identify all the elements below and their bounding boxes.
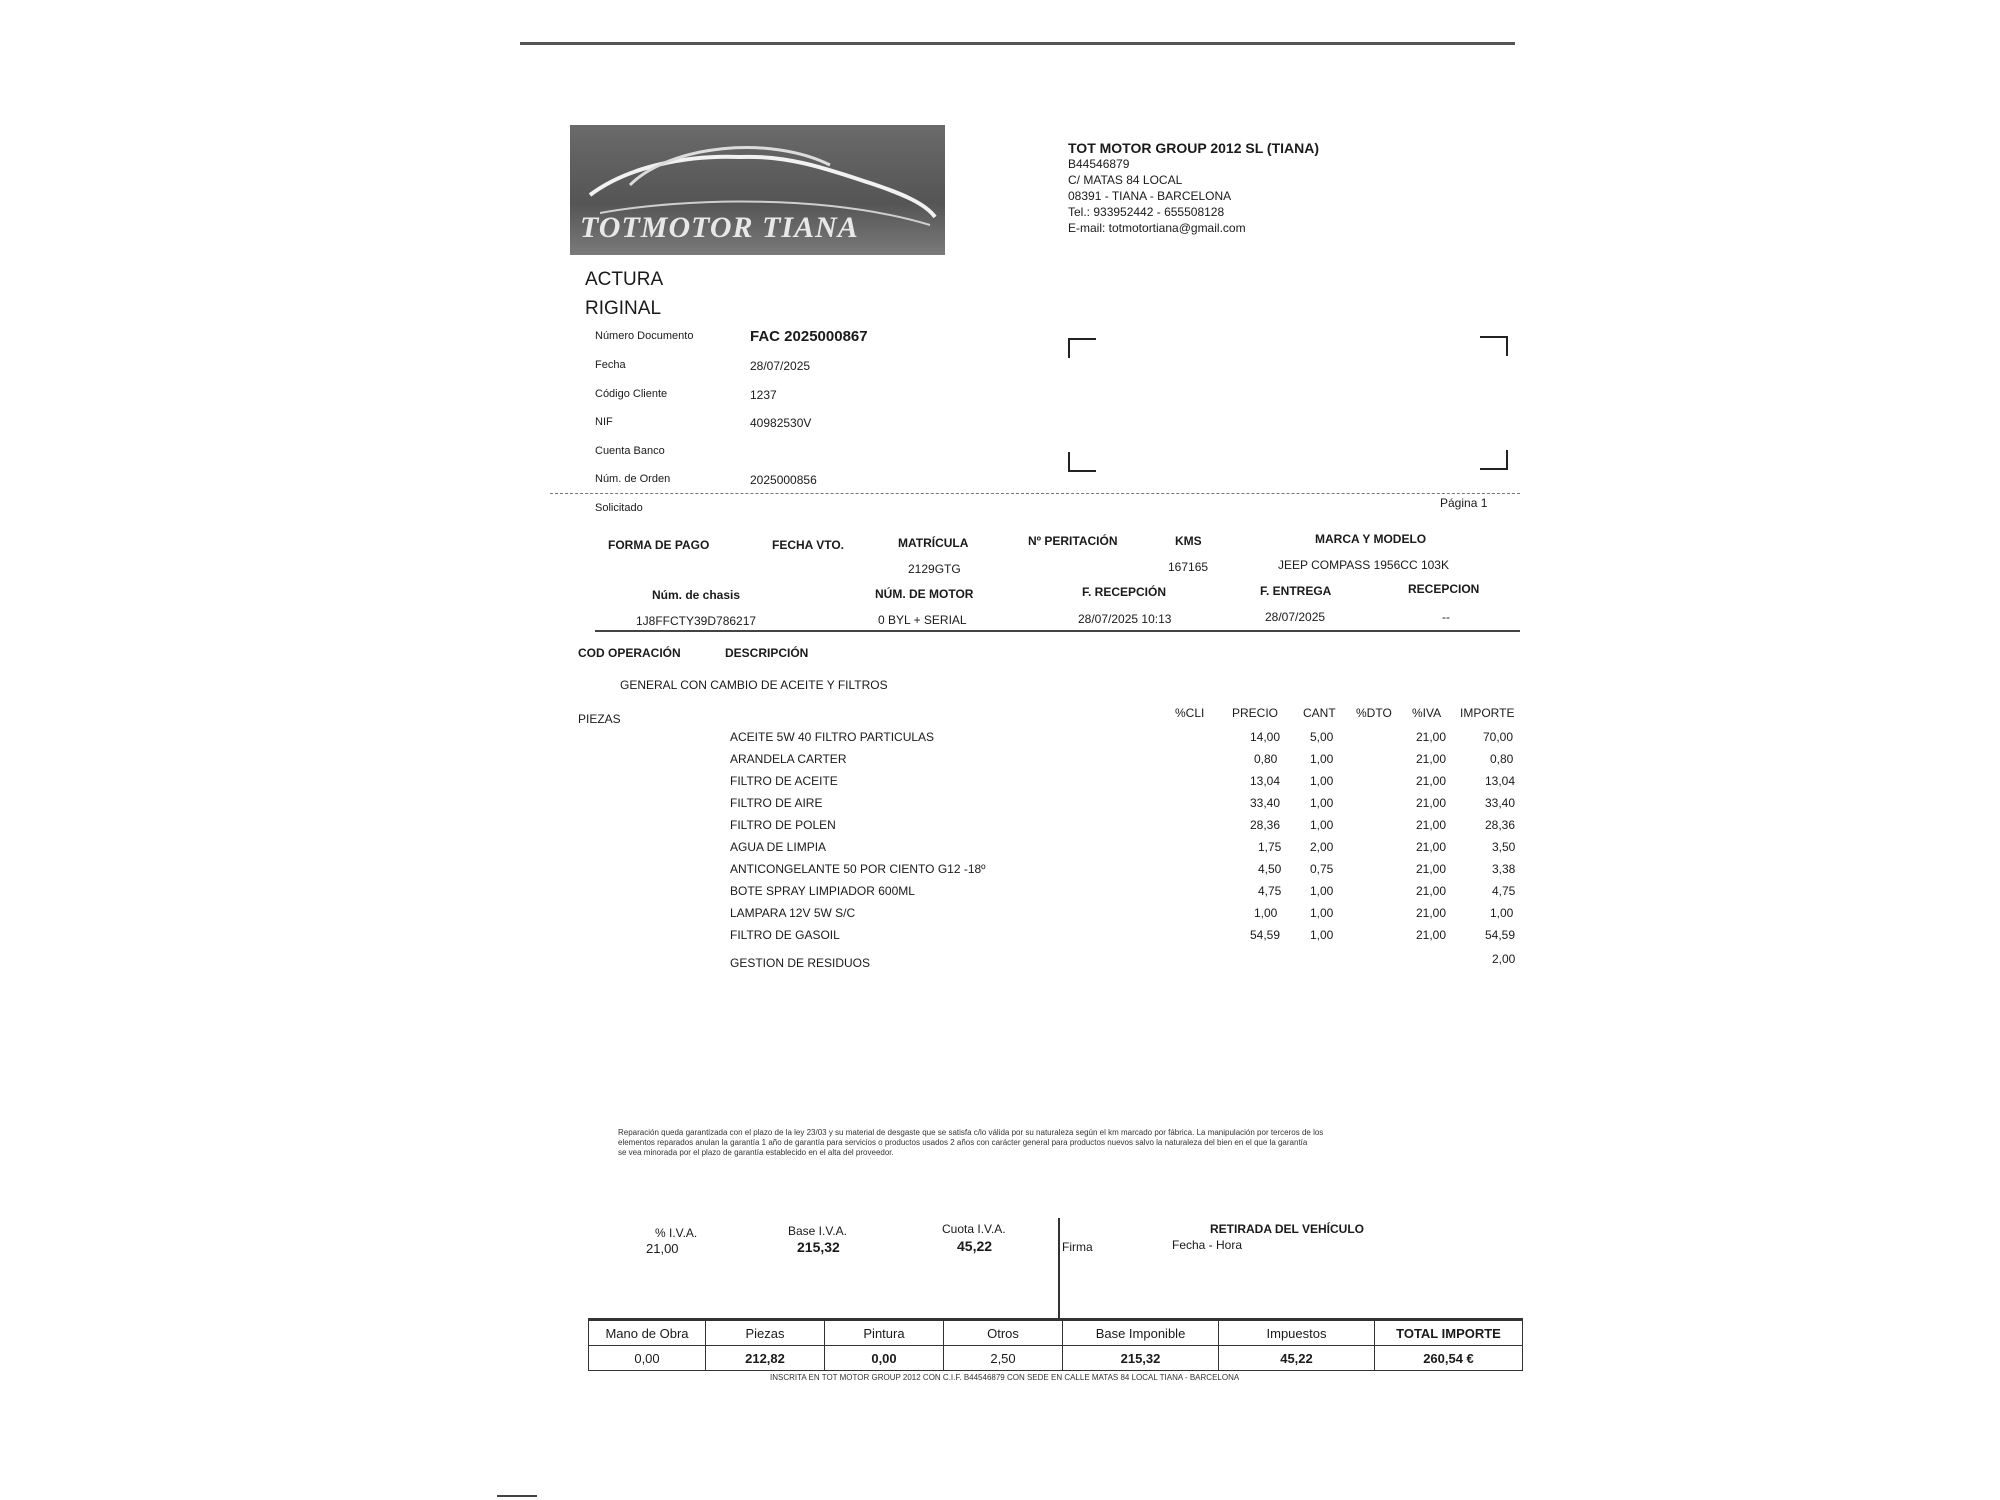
total-header: Impuestos bbox=[1219, 1321, 1375, 1346]
document-number: FAC 2025000867 bbox=[750, 328, 868, 345]
page-number: Página 1 bbox=[1440, 496, 1488, 510]
vehicle-header: RECEPCION bbox=[1408, 582, 1480, 596]
line-amount: 0,80 bbox=[1490, 752, 1514, 766]
line-amount: 33,40 bbox=[1485, 796, 1516, 810]
client-nif: 40982530V bbox=[750, 416, 812, 430]
line-desc: AGUA DE LIMPIA bbox=[730, 840, 827, 854]
line-vat: 21,00 bbox=[1416, 840, 1447, 854]
line-qty: 1,00 bbox=[1310, 906, 1334, 920]
line-qty: 2,00 bbox=[1310, 840, 1334, 854]
vehicle-header: Nº PERITACIÓN bbox=[1028, 534, 1118, 548]
line-qty: 5,00 bbox=[1310, 730, 1334, 744]
doc-title-line1: ACTURA bbox=[585, 269, 664, 290]
line-amount: 13,04 bbox=[1485, 774, 1516, 788]
line-price: 33,40 bbox=[1250, 796, 1281, 810]
line-price: 0,80 bbox=[1254, 752, 1278, 766]
line-desc: FILTRO DE POLEN bbox=[730, 818, 836, 832]
totals-table bbox=[588, 1320, 1523, 1371]
vat-summary bbox=[640, 1222, 1060, 1286]
line-vat: 21,00 bbox=[1416, 730, 1447, 744]
field-label: Núm. de Orden bbox=[595, 473, 671, 485]
line-item bbox=[0, 796, 2000, 818]
line-desc: FILTRO DE AIRE bbox=[730, 796, 823, 810]
vehicle-header: NÚM. DE MOTOR bbox=[875, 587, 974, 601]
reception-date: 28/07/2025 10:13 bbox=[1078, 612, 1172, 626]
line-vat: 21,00 bbox=[1416, 928, 1447, 942]
line-items bbox=[0, 730, 2000, 980]
vehicle-header: MARCA Y MODELO bbox=[1315, 532, 1427, 546]
others-total: 2,50 bbox=[944, 1346, 1063, 1371]
line-desc: ACEITE 5W 40 FILTRO PARTICULAS bbox=[730, 730, 935, 744]
operation-description: GENERAL CON CAMBIO DE ACEITE Y FILTROS bbox=[620, 678, 888, 692]
company-city: 08391 - TIANA - BARCELONA bbox=[1068, 189, 1232, 203]
doc-title-line2: RIGINAL bbox=[585, 298, 662, 319]
field-label: Solicitado bbox=[595, 502, 643, 514]
line-qty: 1,00 bbox=[1310, 796, 1334, 810]
line-item bbox=[0, 840, 2000, 862]
footer-registration: INSCRITA EN TOT MOTOR GROUP 2012 CON C.I.F. B44546879 CON SEDE EN CALLE MATAS 84 LOCAL TIANA - BARCELONA bbox=[770, 1373, 1240, 1382]
vehicle-rule bbox=[595, 630, 1520, 632]
legal-line: Reparación queda garantizada con el plazo de la ley 23/03 y su material de desgaste que se satisfa c/lo válida por su naturaleza según el km marcado por fábrica. La manipulación por terceros de los bbox=[618, 1128, 1324, 1137]
line-desc: ARANDELA CARTER bbox=[730, 752, 847, 766]
grand-total: 260,54 € bbox=[1375, 1346, 1523, 1371]
col-header-price: PRECIO bbox=[1232, 706, 1279, 720]
line-vat: 21,00 bbox=[1416, 906, 1447, 920]
line-vat: 21,00 bbox=[1416, 796, 1447, 810]
line-desc: GESTION DE RESIDUOS bbox=[730, 956, 871, 970]
reception-value: -- bbox=[1442, 610, 1450, 624]
line-price: 4,50 bbox=[1258, 862, 1282, 876]
line-vat: 21,00 bbox=[1416, 752, 1447, 766]
field-label: Número Documento bbox=[595, 330, 694, 342]
vehicle-header: FECHA VTO. bbox=[772, 538, 845, 552]
totals-header-row bbox=[589, 1321, 1523, 1346]
withdrawal-divider bbox=[1058, 1218, 1060, 1318]
total-header: Piezas bbox=[706, 1321, 825, 1346]
document-date: 28/07/2025 bbox=[750, 359, 811, 373]
totals-box bbox=[588, 1318, 1523, 1371]
line-qty: 1,00 bbox=[1310, 928, 1334, 942]
line-vat: 21,00 bbox=[1416, 818, 1447, 832]
line-price: 1,00 bbox=[1254, 906, 1278, 920]
address-window-corner bbox=[1480, 450, 1508, 470]
line-price: 1,75 bbox=[1258, 840, 1282, 854]
legal-line: elementos reparados anulan la garantía 1 año de garantía para servicios o productos usados 2 años con carácter general para productos nuevos salvo la naturaleza del bien en el que la garantía bbox=[618, 1138, 1308, 1147]
section-label: PIEZAS bbox=[578, 712, 621, 726]
mileage: 167165 bbox=[1168, 560, 1209, 574]
field-label: Cuenta Banco bbox=[595, 445, 665, 457]
vat-quota: 45,22 bbox=[957, 1238, 993, 1254]
vehicle-header: MATRÍCULA bbox=[898, 536, 969, 550]
line-vat: 21,00 bbox=[1416, 862, 1447, 876]
withdrawal-title: RETIRADA DEL VEHÍCULO bbox=[1210, 1222, 1365, 1236]
line-desc: FILTRO DE ACEITE bbox=[730, 774, 838, 788]
company-name: TOT MOTOR GROUP 2012 SL (TIANA) bbox=[1068, 140, 1320, 156]
company-logo bbox=[570, 125, 945, 255]
client-code: 1237 bbox=[750, 388, 777, 402]
line-qty: 1,00 bbox=[1310, 752, 1334, 766]
line-amount: 28,36 bbox=[1485, 818, 1516, 832]
license-plate: 2129GTG bbox=[908, 562, 961, 576]
doc-title bbox=[585, 265, 663, 323]
logo-text: TOTMOTOR TIANA bbox=[580, 211, 859, 244]
field-label: NIF bbox=[595, 416, 613, 428]
totals-value-row bbox=[589, 1346, 1523, 1371]
order-number: 2025000856 bbox=[750, 473, 817, 487]
line-desc: FILTRO DE GASOIL bbox=[730, 928, 840, 942]
line-item bbox=[0, 862, 2000, 884]
line-qty: 1,00 bbox=[1310, 774, 1334, 788]
taxes-total: 45,22 bbox=[1219, 1346, 1375, 1371]
vehicle-header: F. ENTREGA bbox=[1260, 584, 1332, 598]
vat-pct: 21,00 bbox=[646, 1241, 679, 1256]
col-header-cli: %CLI bbox=[1175, 706, 1205, 720]
vehicle-header: KMS bbox=[1175, 534, 1202, 548]
operation-description-header: DESCRIPCIÓN bbox=[725, 646, 809, 660]
chassis-number: 1J8FFCTY39D786217 bbox=[636, 614, 757, 628]
line-item bbox=[0, 730, 2000, 752]
taxable-base-total: 215,32 bbox=[1063, 1346, 1219, 1371]
line-amount: 54,59 bbox=[1485, 928, 1516, 942]
line-amount: 2,00 bbox=[1492, 952, 1516, 966]
total-header: Base Imponible bbox=[1063, 1321, 1219, 1346]
company-info bbox=[1068, 140, 1319, 236]
line-price: 54,59 bbox=[1250, 928, 1281, 942]
line-item bbox=[0, 884, 2000, 906]
line-price: 13,04 bbox=[1250, 774, 1281, 788]
legal-line: se vea minorada por el plazo de garantía establecido en el alta del proveedor. bbox=[618, 1148, 894, 1157]
company-phone: Tel.: 933952442 - 655508128 bbox=[1068, 205, 1225, 219]
signature-label: Firma bbox=[1062, 1240, 1093, 1254]
vat-quota-label: Cuota I.V.A. bbox=[942, 1222, 1006, 1236]
delivery-date: 28/07/2025 bbox=[1265, 610, 1326, 624]
line-item bbox=[0, 752, 2000, 774]
line-item bbox=[0, 928, 2000, 950]
line-amount: 3,38 bbox=[1492, 862, 1516, 876]
doc-fields bbox=[585, 330, 1085, 520]
line-qty: 0,75 bbox=[1310, 862, 1334, 876]
operation-code-header: COD OPERACIÓN bbox=[578, 646, 681, 660]
field-label: Código Cliente bbox=[595, 388, 668, 400]
col-header-discount: %DTO bbox=[1356, 706, 1392, 720]
col-header-qty: CANT bbox=[1303, 706, 1336, 720]
line-vat: 21,00 bbox=[1416, 774, 1447, 788]
total-header: TOTAL IMPORTE bbox=[1375, 1321, 1523, 1346]
line-price: 4,75 bbox=[1258, 884, 1282, 898]
total-header: Pintura bbox=[825, 1321, 944, 1346]
line-item bbox=[0, 774, 2000, 796]
line-price: 28,36 bbox=[1250, 818, 1281, 832]
vehicle-header: Núm. de chasis bbox=[652, 588, 741, 602]
line-desc: BOTE SPRAY LIMPIADOR 600ML bbox=[730, 884, 915, 898]
line-amount: 4,75 bbox=[1492, 884, 1516, 898]
line-amount: 3,50 bbox=[1492, 840, 1516, 854]
vehicle-block bbox=[580, 532, 1520, 632]
line-item bbox=[0, 818, 2000, 840]
address-window-corner bbox=[1068, 452, 1096, 472]
line-item bbox=[0, 952, 2000, 978]
vehicle-header: FORMA DE PAGO bbox=[608, 538, 710, 552]
company-email: E-mail: totmotortiana@gmail.com bbox=[1068, 221, 1246, 235]
field-label: Fecha bbox=[595, 359, 626, 371]
vat-pct-label: % I.V.A. bbox=[655, 1226, 698, 1240]
engine-number: 0 BYL + SERIAL bbox=[878, 613, 967, 627]
line-desc: LAMPARA 12V 5W S/C bbox=[730, 906, 856, 920]
vat-base-label: Base I.V.A. bbox=[788, 1224, 847, 1238]
line-amount: 70,00 bbox=[1483, 730, 1514, 744]
address-window-corner bbox=[1480, 336, 1508, 356]
make-model: JEEP COMPASS 1956CC 103K bbox=[1278, 558, 1449, 572]
line-price: 14,00 bbox=[1250, 730, 1281, 744]
top-rule bbox=[520, 42, 1515, 45]
company-nif: B44546879 bbox=[1068, 157, 1130, 171]
vat-base: 215,32 bbox=[797, 1239, 840, 1255]
date-time-label: Fecha - Hora bbox=[1172, 1238, 1243, 1252]
col-header-vat: %IVA bbox=[1412, 706, 1442, 720]
line-qty: 1,00 bbox=[1310, 818, 1334, 832]
company-address: C/ MATAS 84 LOCAL bbox=[1068, 173, 1183, 187]
line-amount: 1,00 bbox=[1490, 906, 1514, 920]
address-window-corner bbox=[1068, 338, 1096, 358]
vehicle-header: F. RECEPCIÓN bbox=[1082, 585, 1167, 599]
line-desc: ANTICONGELANTE 50 POR CIENTO G12 -18º bbox=[730, 862, 986, 876]
labor-total: 0,00 bbox=[589, 1346, 706, 1371]
scan-mark bbox=[497, 1495, 537, 1497]
parts-total: 212,82 bbox=[706, 1346, 825, 1371]
dashed-separator bbox=[550, 493, 1520, 494]
legal-text bbox=[618, 1128, 1523, 1158]
total-header: Mano de Obra bbox=[589, 1321, 706, 1346]
total-header: Otros bbox=[944, 1321, 1063, 1346]
paint-total: 0,00 bbox=[825, 1346, 944, 1371]
line-item bbox=[0, 906, 2000, 928]
line-qty: 1,00 bbox=[1310, 884, 1334, 898]
col-header-amount: IMPORTE bbox=[1460, 706, 1515, 720]
line-vat: 21,00 bbox=[1416, 884, 1447, 898]
